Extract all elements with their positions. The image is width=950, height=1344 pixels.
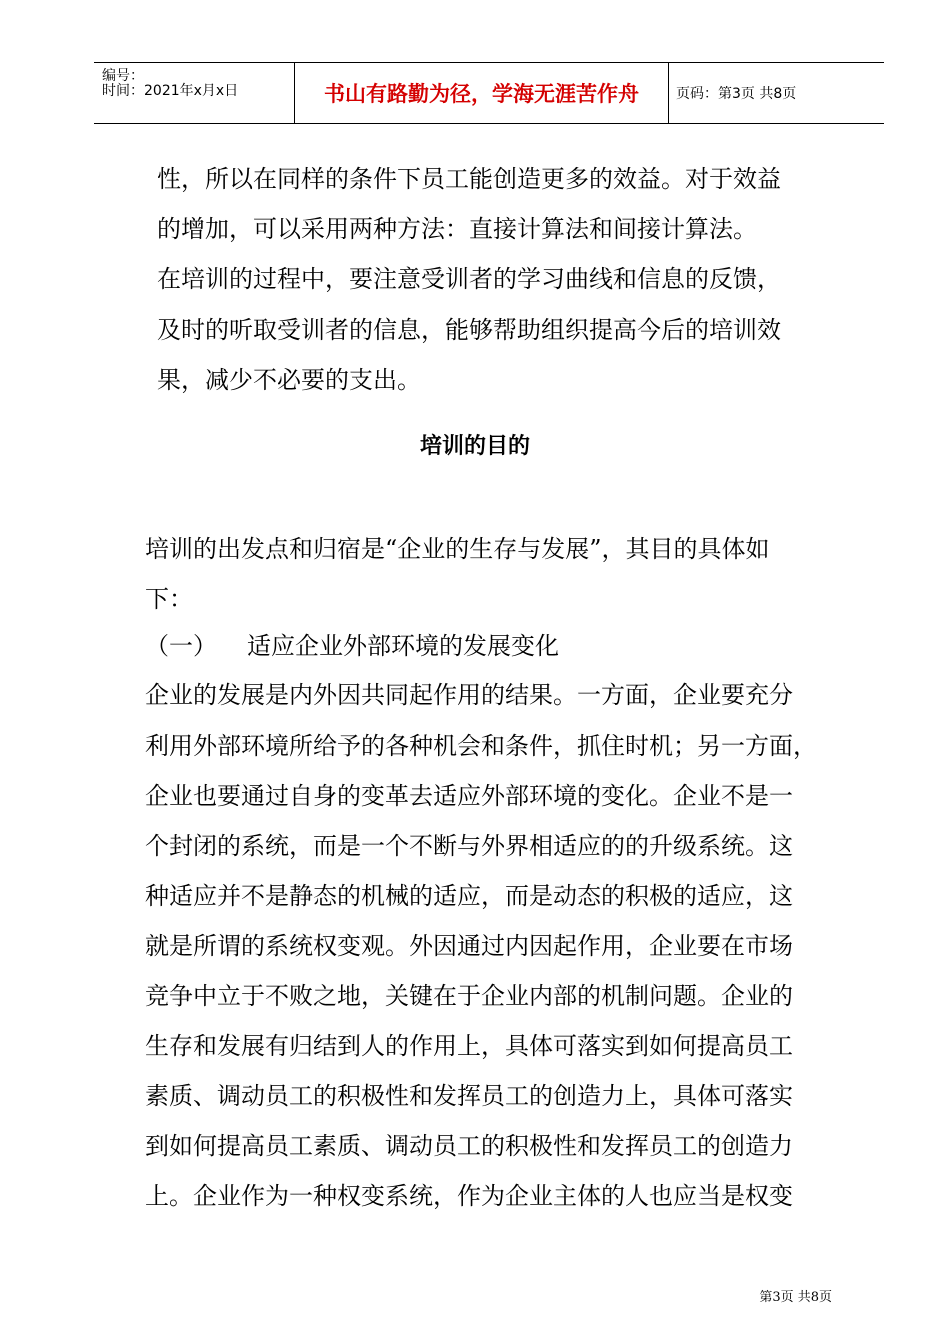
- header-motto-cell: [294, 63, 669, 123]
- paragraph-line: 生存和发展有归结到人的作用上，具体可落实到如何提高员工: [145, 1032, 793, 1060]
- paragraph-line: 企业的发展是内外因共同起作用的结果。一方面，企业要充分: [145, 681, 793, 709]
- paragraph-line: 利用外部环境所给予的各种机会和条件，抓住时机；另一方面，: [145, 732, 817, 760]
- paragraph-line: 果，减少不必要的支出。: [157, 366, 421, 394]
- paragraph-line: 在培训的过程中，要注意受训者的学习曲线和信息的反馈，: [157, 265, 781, 293]
- paragraph-line: 性，所以在同样的条件下员工能创造更多的效益。对于效益: [157, 165, 781, 193]
- paragraph-line: 企业也要通过自身的变革去适应外部环境的变化。企业不是一: [145, 782, 793, 810]
- header-motto: 书山有路勤为径，学海无涯苦作舟: [324, 82, 639, 106]
- subsection-number: （一）: [145, 632, 217, 660]
- paragraph-line: 素质、调动员工的积极性和发挥员工的创造力上，具体可落实: [145, 1082, 793, 1110]
- header-meta-cell: [94, 63, 294, 123]
- paragraph-line: 上。企业作为一种权变系统，作为企业主体的人也应当是权变: [145, 1182, 793, 1210]
- paragraph-line: 及时的听取受训者的信息，能够帮助组织提高今后的培训效: [157, 316, 781, 344]
- paragraph-line: 竞争中立于不败之地，关键在于企业内部的机制问题。企业的: [145, 982, 793, 1010]
- footer-page-number: 第3页 共8页: [759, 1290, 832, 1305]
- paragraph-line: 就是所谓的系统权变观。外因通过内因起作用，企业要在市场: [145, 932, 793, 960]
- paragraph-line: 个封闭的系统，而是一个不断与外界相适应的的升级系统。这: [145, 832, 793, 860]
- paragraph-line: 种适应并不是静态的机械的适应，而是动态的积极的适应，这: [145, 882, 793, 910]
- document-number-label: 编号：: [102, 68, 144, 84]
- document-header: [94, 62, 884, 124]
- header-page-number: 页码：第3页 共8页: [676, 86, 797, 102]
- paragraph-line: 培训的出发点和归宿是“企业的生存与发展”，其目的具体如: [145, 535, 770, 563]
- paragraph-line: 到如何提高员工素质、调动员工的积极性和发挥员工的创造力: [145, 1132, 793, 1160]
- header-page-cell: [668, 63, 884, 123]
- section-heading: 培训的目的: [419, 433, 530, 459]
- paragraph-line: 的增加，可以采用两种方法：直接计算法和间接计算法。: [157, 215, 757, 243]
- subsection-title: 适应企业外部环境的发展变化: [247, 632, 559, 660]
- document-time-label: 时间：2021年x月x日: [102, 83, 239, 99]
- paragraph-line: 下：: [145, 585, 193, 613]
